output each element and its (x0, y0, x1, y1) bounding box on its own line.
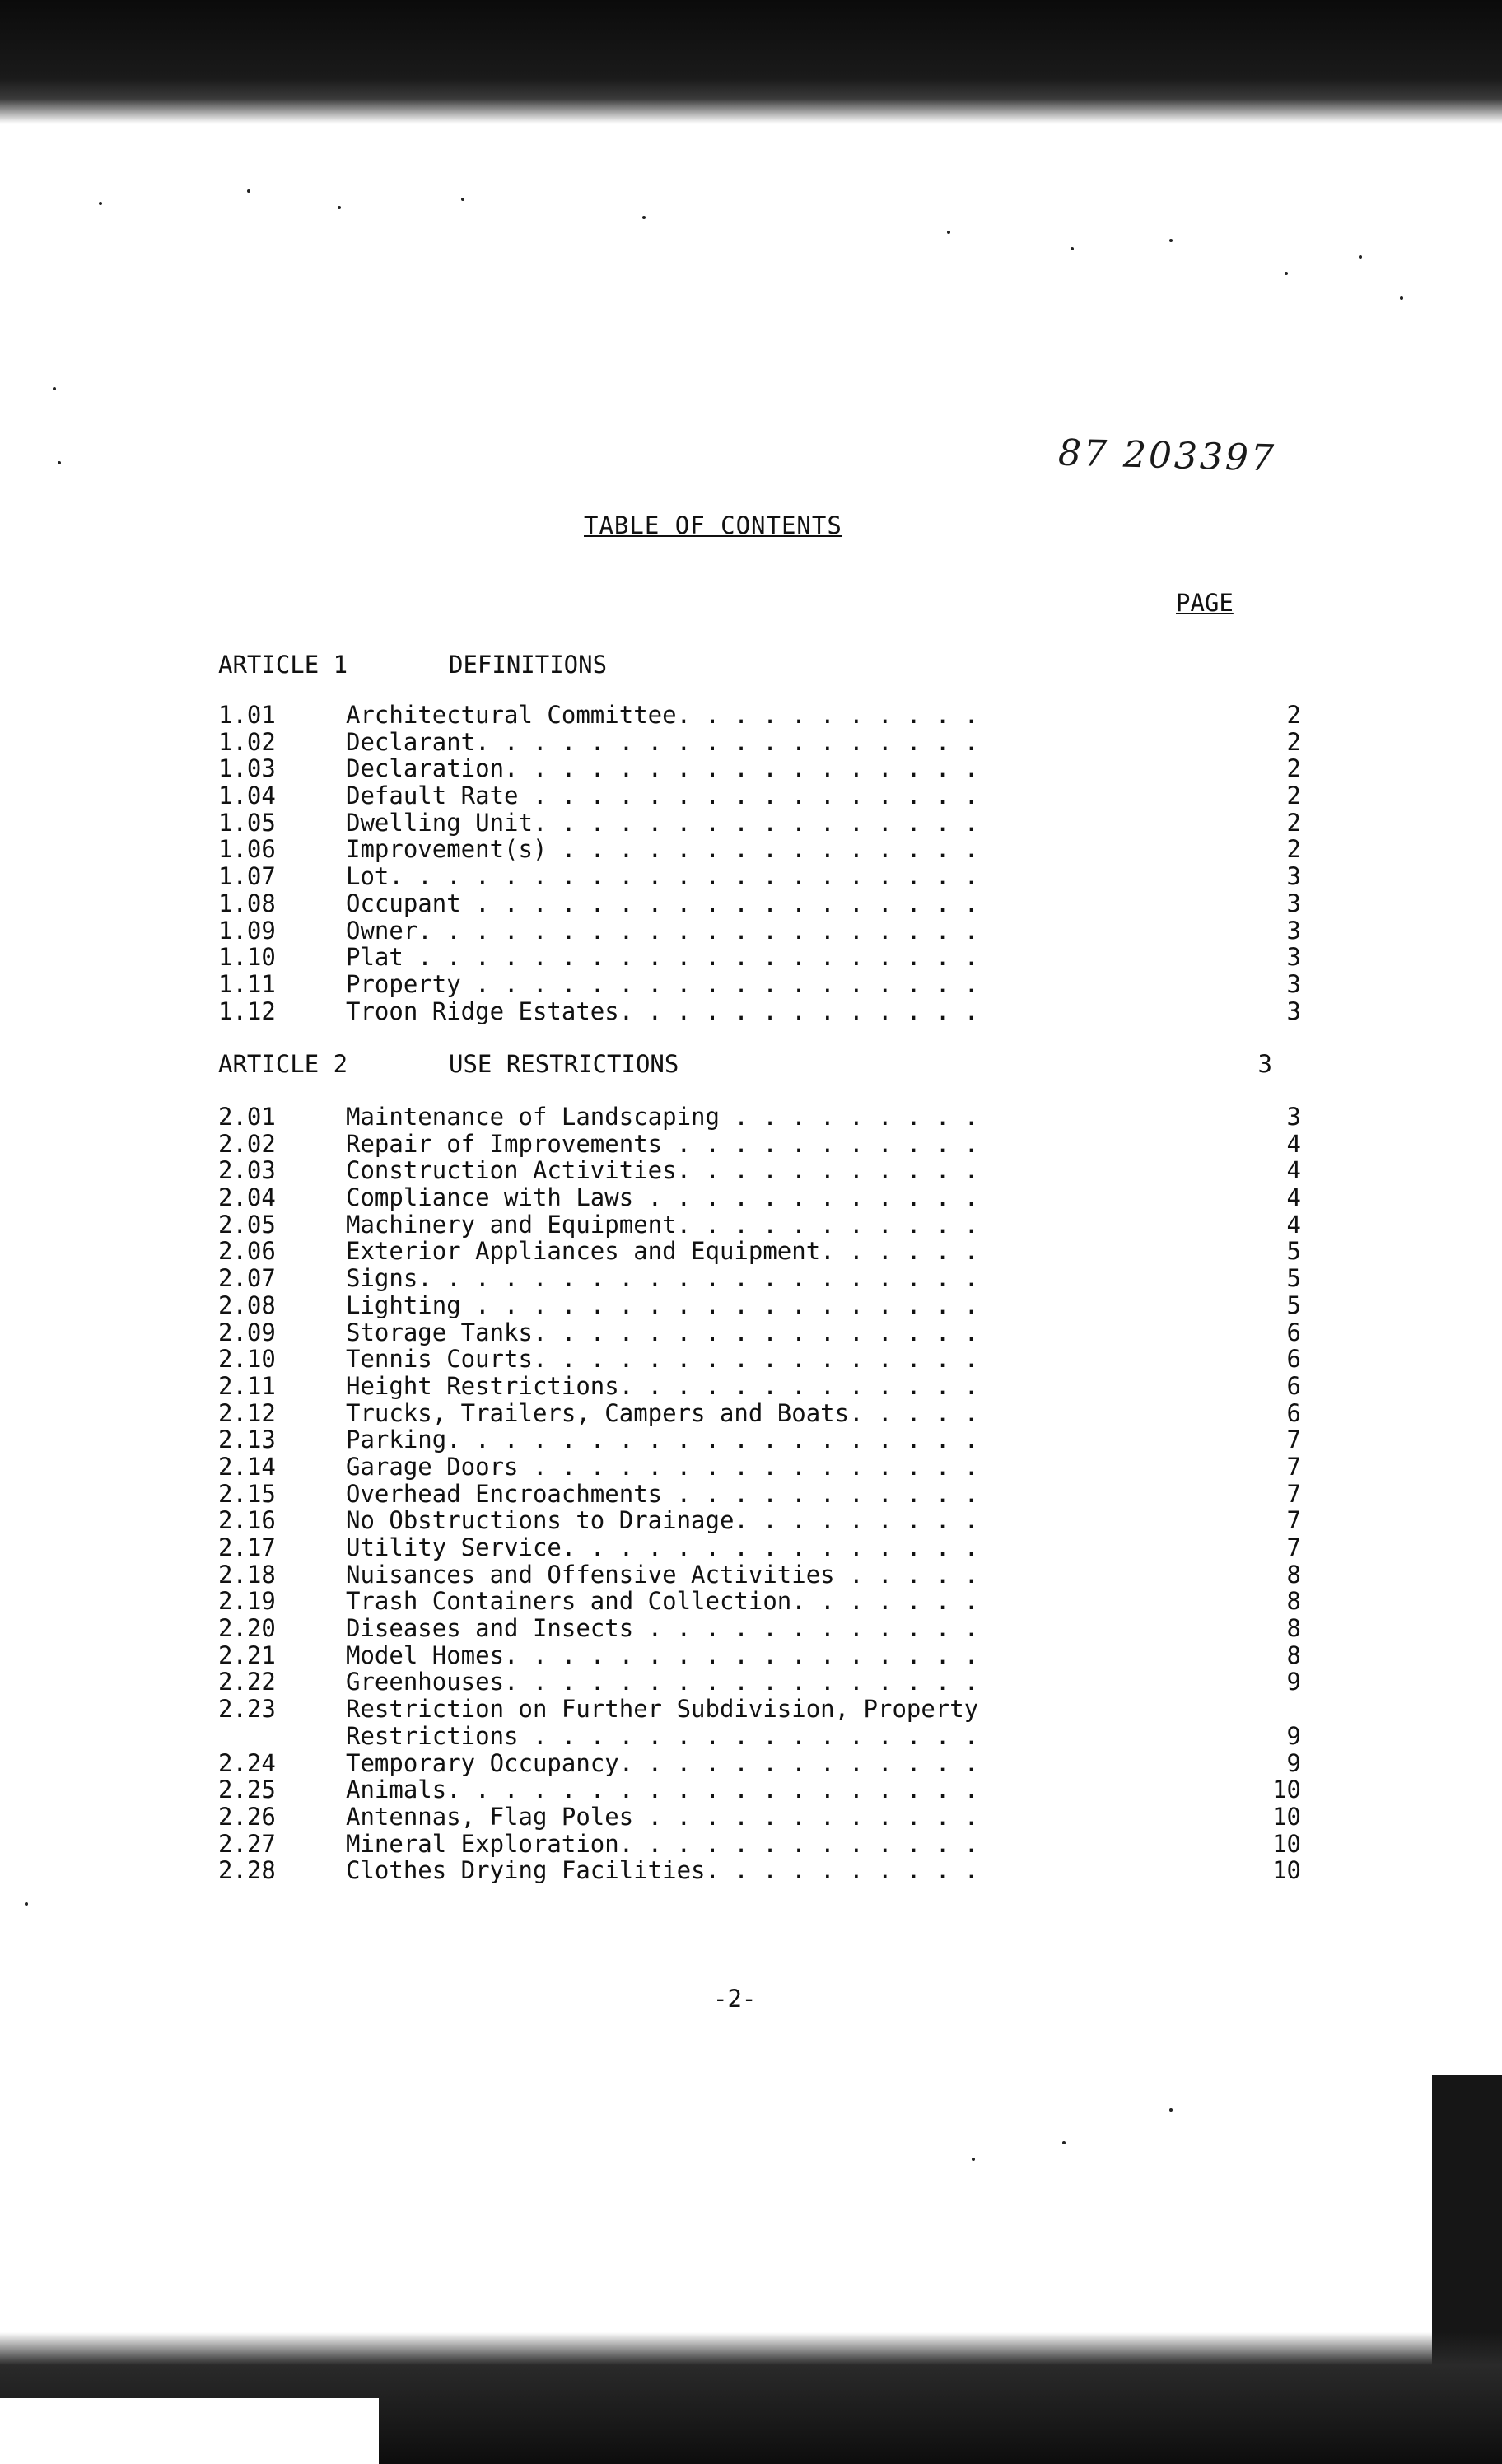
page-column-heading: PAGE (1176, 589, 1234, 617)
section-number: 2.14 (218, 1452, 276, 1481)
section-title: Construction Activities. . . . . . . . . . . (346, 1156, 979, 1185)
section-page-number: 4 (1286, 1156, 1301, 1185)
section-title: Default Rate . . . . . . . . . . . . . . . . (346, 782, 979, 810)
toc-entry (218, 1722, 1301, 1749)
section-page-number: 10 (1272, 1856, 1301, 1885)
section-page-number: 5 (1286, 1290, 1301, 1319)
section-number: 1.04 (218, 782, 276, 810)
toc-entry (218, 782, 1301, 809)
section-number: 2.09 (218, 1318, 276, 1346)
section-number: 1.12 (218, 996, 276, 1025)
scan-speck (1169, 239, 1173, 242)
section-page-number: 3 (1286, 996, 1301, 1025)
section-number: 2.06 (218, 1237, 276, 1266)
toc-entry (218, 1453, 1301, 1480)
section-page-number: 6 (1286, 1371, 1301, 1400)
toc-entry (218, 835, 1301, 862)
scan-speck (247, 189, 250, 193)
section-number: 2.27 (218, 1829, 276, 1858)
section-title: Antennas, Flag Poles . . . . . . . . . . . . (346, 1802, 979, 1831)
section-title: Utility Service. . . . . . . . . . . . . . . (346, 1533, 979, 1561)
toc-entry (218, 1156, 1301, 1183)
toc-entry (218, 889, 1301, 917)
section-number: 2.05 (218, 1210, 276, 1239)
toc-entry (218, 1803, 1301, 1830)
scan-speck (1359, 255, 1362, 259)
section-page-number: 3 (1286, 889, 1301, 917)
section-title: Maintenance of Landscaping . . . . . . . . . (346, 1103, 979, 1131)
toc-entry (218, 1372, 1301, 1399)
toc-entry (218, 809, 1301, 836)
section-number: 2.13 (218, 1426, 276, 1454)
toc-entry (218, 917, 1301, 944)
section-page-number: 8 (1286, 1614, 1301, 1643)
section-page-number: 2 (1286, 754, 1301, 783)
scan-corner (0, 2398, 379, 2464)
section-number: 1.08 (218, 889, 276, 917)
section-number: 2.28 (218, 1856, 276, 1885)
section-page-number: 4 (1286, 1183, 1301, 1212)
section-number: 2.01 (218, 1103, 276, 1131)
section-page-number: 3 (1286, 969, 1301, 998)
section-number: 1.03 (218, 754, 276, 783)
section-title: Machinery and Equipment. . . . . . . . . . . (346, 1210, 979, 1239)
toc-entry (218, 1183, 1301, 1211)
toc-entry (218, 701, 1301, 728)
toc-entry (218, 728, 1301, 755)
section-title: Temporary Occupancy. . . . . . . . . . . . . (346, 1748, 979, 1777)
toc-entry (218, 1668, 1301, 1695)
section-title: Architectural Committee. . . . . . . . . . . (346, 701, 979, 729)
section-title: Plat . . . . . . . . . . . . . . . . . . . . (346, 943, 979, 972)
section-page-number: 2 (1286, 782, 1301, 810)
section-title: Model Homes. . . . . . . . . . . . . . . . . (346, 1640, 979, 1669)
toc-entry (218, 1506, 1301, 1533)
section-number: 1.02 (218, 727, 276, 756)
section-title: Tennis Courts. . . . . . . . . . . . . . . . (346, 1345, 979, 1374)
section-page-number: 8 (1286, 1560, 1301, 1589)
toc-entry (218, 1480, 1301, 1507)
toc-entry (218, 1856, 1301, 1883)
section-page-number: 3 (1286, 943, 1301, 972)
section-page-number: 2 (1286, 808, 1301, 837)
section-page-number: 2 (1286, 727, 1301, 756)
section-page-number: 10 (1272, 1776, 1301, 1804)
section-number: 2.15 (218, 1479, 276, 1508)
toc-entry (218, 1749, 1301, 1776)
article-page-number: 3 (1257, 1050, 1272, 1078)
section-number: 2.04 (218, 1183, 276, 1212)
section-number: 1.01 (218, 701, 276, 729)
section-title: Trash Containers and Collection. . . . . . . (346, 1587, 979, 1616)
section-title: Trucks, Trailers, Campers and Boats. . . . . (346, 1398, 979, 1427)
article-label: ARTICLE 2 (218, 1050, 348, 1078)
section-title: Storage Tanks. . . . . . . . . . . . . . . . (346, 1318, 979, 1346)
section-page-number: 10 (1272, 1829, 1301, 1858)
section-number: 2.18 (218, 1560, 276, 1589)
section-title: Mineral Exploration. . . . . . . . . . . . . (346, 1829, 979, 1858)
section-number: 2.10 (218, 1345, 276, 1374)
section-page-number: 9 (1286, 1748, 1301, 1777)
section-title: Owner. . . . . . . . . . . . . . . . . . . . (346, 916, 979, 945)
section-page-number: 3 (1286, 916, 1301, 945)
section-number: 1.10 (218, 943, 276, 972)
toc-entry (218, 1211, 1301, 1238)
section-title: Occupant . . . . . . . . . . . . . . . . . . (346, 889, 979, 917)
section-page-number: 2 (1286, 835, 1301, 864)
scan-speck (53, 387, 56, 390)
toc-entry (218, 1561, 1301, 1588)
section-number: 2.12 (218, 1398, 276, 1427)
toc-entry (218, 1237, 1301, 1264)
section-page-number: 5 (1286, 1264, 1301, 1293)
section-title: Animals. . . . . . . . . . . . . . . . . . . (346, 1776, 979, 1804)
section-title: Troon Ridge Estates. . . . . . . . . . . . . (346, 996, 979, 1025)
section-page-number: 3 (1286, 862, 1301, 891)
footer-page-number: -2- (713, 1985, 757, 2013)
section-page-number: 2 (1286, 701, 1301, 729)
scan-speck (947, 231, 950, 234)
section-number: 2.24 (218, 1748, 276, 1777)
section-title: No Obstructions to Drainage. . . . . . . . . (346, 1506, 979, 1535)
toc-entry (218, 1426, 1301, 1453)
section-number: 1.09 (218, 916, 276, 945)
toc-entry (218, 943, 1301, 970)
scan-speck (1285, 272, 1288, 275)
scan-speck (25, 1902, 28, 1906)
section-title: Clothes Drying Facilities. . . . . . . . . . (346, 1856, 979, 1885)
section-number: 2.23 (218, 1695, 276, 1724)
section-page-number: 4 (1286, 1129, 1301, 1158)
section-page-number: 8 (1286, 1640, 1301, 1669)
section-title: Declaration. . . . . . . . . . . . . . . . . (346, 754, 979, 783)
section-page-number: 6 (1286, 1318, 1301, 1346)
article-label: ARTICLE 1 (218, 651, 348, 679)
section-page-number: 7 (1286, 1533, 1301, 1561)
section-title: Improvement(s) . . . . . . . . . . . . . . . (346, 835, 979, 864)
section-title: Nuisances and Offensive Activities . . . . . (346, 1560, 979, 1589)
section-number: 2.20 (218, 1614, 276, 1643)
scan-speck (642, 216, 646, 219)
section-title: Garage Doors . . . . . . . . . . . . . . . . (346, 1452, 979, 1481)
toc-entry (218, 862, 1301, 889)
section-page-number: 6 (1286, 1398, 1301, 1427)
scan-speck (99, 202, 102, 205)
scan-edge-top (0, 0, 1502, 124)
section-number: 2.17 (218, 1533, 276, 1561)
scan-speck (1400, 296, 1403, 300)
toc-entry (218, 1291, 1301, 1318)
toc-entry (218, 1264, 1301, 1291)
toc-entry (218, 1103, 1301, 1130)
article-title: USE RESTRICTIONS (449, 1050, 679, 1078)
scan-speck (1169, 2108, 1173, 2112)
section-number: 1.11 (218, 969, 276, 998)
toc-entry (218, 1318, 1301, 1346)
article-heading (218, 1050, 1272, 1078)
section-title: Property . . . . . . . . . . . . . . . . . . (346, 969, 979, 998)
section-number: 1.05 (218, 808, 276, 837)
section-number: 2.03 (218, 1156, 276, 1185)
section-title: Lot. . . . . . . . . . . . . . . . . . . . . (346, 862, 979, 891)
toc-entry (218, 997, 1301, 1024)
toc-entry (218, 1695, 1301, 1722)
section-title: Parking. . . . . . . . . . . . . . . . . . . (346, 1426, 979, 1454)
section-title: Declarant. . . . . . . . . . . . . . . . . . (346, 727, 979, 756)
section-number: 2.25 (218, 1776, 276, 1804)
section-page-number: 6 (1286, 1345, 1301, 1374)
section-number: 2.22 (218, 1668, 276, 1696)
toc-entry (218, 1587, 1301, 1614)
scan-speck (972, 2158, 975, 2161)
article-heading (218, 651, 1272, 679)
section-page-number: 7 (1286, 1479, 1301, 1508)
section-page-number: 7 (1286, 1426, 1301, 1454)
toc-entry (218, 1776, 1301, 1803)
section-number: 2.21 (218, 1640, 276, 1669)
scan-speck (58, 461, 61, 464)
section-number: 2.16 (218, 1506, 276, 1535)
section-page-number: 3 (1286, 1103, 1301, 1131)
section-page-number: 4 (1286, 1210, 1301, 1239)
section-page-number: 10 (1272, 1802, 1301, 1831)
section-page-number: 9 (1286, 1721, 1301, 1750)
section-title: Repair of Improvements . . . . . . . . . . . (346, 1129, 979, 1158)
section-number: 2.26 (218, 1802, 276, 1831)
scan-speck (338, 206, 341, 209)
section-title: Exterior Appliances and Equipment. . . . . . (346, 1237, 979, 1266)
section-number: 1.07 (218, 862, 276, 891)
section-title: Greenhouses. . . . . . . . . . . . . . . . . (346, 1668, 979, 1696)
section-title: Compliance with Laws . . . . . . . . . . . . (346, 1183, 979, 1212)
section-list (218, 701, 1301, 1024)
section-title: Diseases and Insects . . . . . . . . . . . . (346, 1614, 979, 1643)
section-title: Height Restrictions. . . . . . . . . . . . . (346, 1371, 979, 1400)
scan-speck (1071, 247, 1074, 250)
toc-entry (218, 1399, 1301, 1426)
toc-entry (218, 1614, 1301, 1641)
scan-speck (461, 198, 464, 201)
toc-entry (218, 1533, 1301, 1561)
section-title: Overhead Encroachments . . . . . . . . . . . (346, 1479, 979, 1508)
document-number: 87 203397 (1057, 432, 1277, 480)
section-number: 2.02 (218, 1129, 276, 1158)
toc-entry (218, 754, 1301, 782)
toc-entry (218, 1830, 1301, 1857)
toc-entry (218, 1345, 1301, 1372)
section-page-number: 8 (1286, 1587, 1301, 1616)
article-title: DEFINITIONS (449, 651, 608, 679)
section-title: Signs. . . . . . . . . . . . . . . . . . . . (346, 1264, 979, 1293)
section-number: 2.11 (218, 1371, 276, 1400)
section-title: Restrictions . . . . . . . . . . . . . . . . (346, 1721, 979, 1750)
page-title: TABLE OF CONTENTS (584, 511, 842, 539)
section-title: Restriction on Further Subdivision, Property (346, 1695, 979, 1724)
section-page-number: 9 (1286, 1668, 1301, 1696)
section-number: 2.19 (218, 1587, 276, 1616)
section-title: Dwelling Unit. . . . . . . . . . . . . . . . (346, 808, 979, 837)
section-page-number: 7 (1286, 1506, 1301, 1535)
section-page-number: 7 (1286, 1452, 1301, 1481)
section-number: 2.07 (218, 1264, 276, 1293)
scan-speck (1062, 2141, 1066, 2144)
section-page-number: 5 (1286, 1237, 1301, 1266)
section-number: 1.06 (218, 835, 276, 864)
section-list (218, 1103, 1301, 1883)
toc-entry (218, 1130, 1301, 1157)
section-number: 2.08 (218, 1290, 276, 1319)
section-title: Lighting . . . . . . . . . . . . . . . . . . (346, 1290, 979, 1319)
toc-entry (218, 970, 1301, 997)
toc-entry (218, 1641, 1301, 1668)
